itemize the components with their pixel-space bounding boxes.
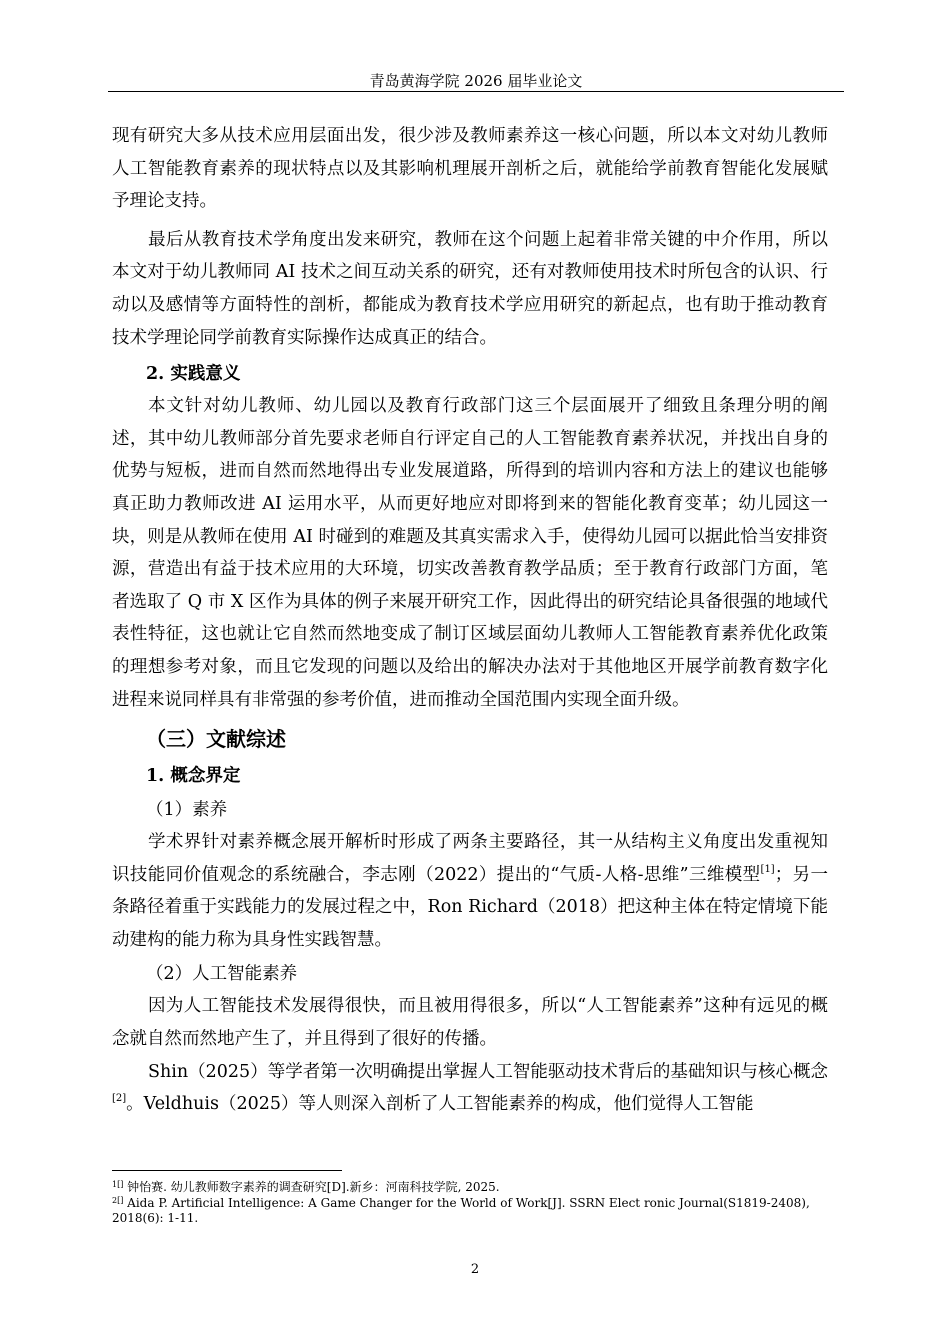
footnote-2 <box>112 1196 828 1226</box>
heading-practice-significance: 2. 实践意义 <box>146 364 241 385</box>
paragraph-5: 因为人工智能技术发展得很快，而且被用得很多，所以“人工智能素养”这种有远见的概念就自然而然地产生了，并且得到了很好的传播。 <box>112 996 828 1050</box>
footnotes <box>112 1180 828 1227</box>
paragraph-3: 本文针对幼儿教师、幼儿园以及教育行政部门这三个层面展开了细致且条理分明的阐述，其中幼儿教师部分首先要求老师自行评定自己的人工智能教育素养状况，并找出自身的优势与短板，进而自然而然地得出专业发展道路，所得到的培训内容和方法上的建议也能够真正助力教师改进 AI 运用水平，从而更好地应对即将到来的智能化教育变革；幼儿园这一块，则是从教师在使用 AI 时碰到的难题及其真实需求入手，使得幼儿园可以据此恰当安排资源，营造出有益于技术应用的大环境，切实改善教育教学品质；至于教育行政部门方面，笔者选取了 Q 市 X 区作为具体的例子来展开研究工作，因此得出的研究结论具备很强的地域代表性特征，这也就让它自然而然地变成了制订区域层面幼儿教师人工智能教育素养优化政策的理想参考对象，而且它发现的问题以及给出的解决办法对于其他地区开展学前教育数字化进程来说同样具有非常强的参考价值，进而推动全国范围内实现全面升级。 <box>112 396 828 710</box>
page-number: 2 <box>470 1262 480 1277</box>
page-header-title: 青岛黄海学院 2026 届毕业论文 <box>369 72 583 90</box>
heading-concept-definition: 1. 概念界定 <box>146 766 241 787</box>
header-rule <box>108 91 844 92</box>
paragraph-6 <box>112 1056 828 1121</box>
paragraph-4 <box>112 826 828 956</box>
heading-literature-review: （三）文献综述 <box>146 727 286 752</box>
paragraph-6-part-b: 。Veldhuis（2025）等人则深入剖析了人工智能素养的构成，他们觉得人工智能 <box>126 1094 754 1115</box>
subheading-literacy: （1）素养 <box>146 800 228 821</box>
paragraph-1: 现有研究大多从技术应用层面出发，很少涉及教师素养这一核心问题，所以本文对幼儿教师人工智能教育素养的现状特点以及其影响机理展开剖析之后，就能给学前教育智能化发展赋予理论支持。 <box>112 126 828 212</box>
footnote-2-text: Aida P. Artificial Intelligence: A Game Changer for the World of Work[J]. SSRN Elect ronic Journal(S1819-2408), 2018(6): 1-11. <box>112 1196 810 1225</box>
paragraph-4-part-a: 学术界针对素养概念展开解析时形成了两条主要路径，其一从结构主义角度出发重视知识技能同价值观念的系统融合，李志刚（2022）提出的“气质-人格-思维”三维模型 <box>112 832 828 885</box>
footnote-1-mark: 1[] <box>112 1180 124 1189</box>
footnote-2-mark: 2[] <box>112 1196 124 1205</box>
citation-1: [1] <box>760 863 775 875</box>
footnote-1 <box>112 1180 828 1195</box>
subheading-ai-literacy: （2）人工智能素养 <box>146 964 298 985</box>
citation-2: [2] <box>112 1093 127 1105</box>
footnote-rule <box>112 1170 342 1171</box>
paragraph-6-part-a: Shin（2025）等学者第一次明确提出掌握人工智能驱动技术背后的基础知识与核心概念 <box>148 1061 828 1082</box>
footnote-1-text: 钟怡赛. 幼儿教师数字素养的调查研究[D].新乡：河南科技学院, 2025. <box>127 1180 500 1194</box>
paragraph-2: 最后从教育技术学角度出发来研究，教师在这个问题上起着非常关键的中介作用，所以本文对于幼儿教师同 AI 技术之间互动关系的研究，还有对教师使用技术时所包含的认识、行动以及感情等方面特性的剖析，都能成为教育技术学应用研究的新起点，也有助于推动教育技术学理论同学前教育实际操作达成真正的结合。 <box>112 229 828 348</box>
main-text <box>112 120 828 1121</box>
paragraph-4-part-b: ；另一条路径着重于实践能力的发展过程之中，Ron Richard（2018）把这种主体在特定情境下能动建构的能力称为具身性实践智慧。 <box>112 864 828 950</box>
